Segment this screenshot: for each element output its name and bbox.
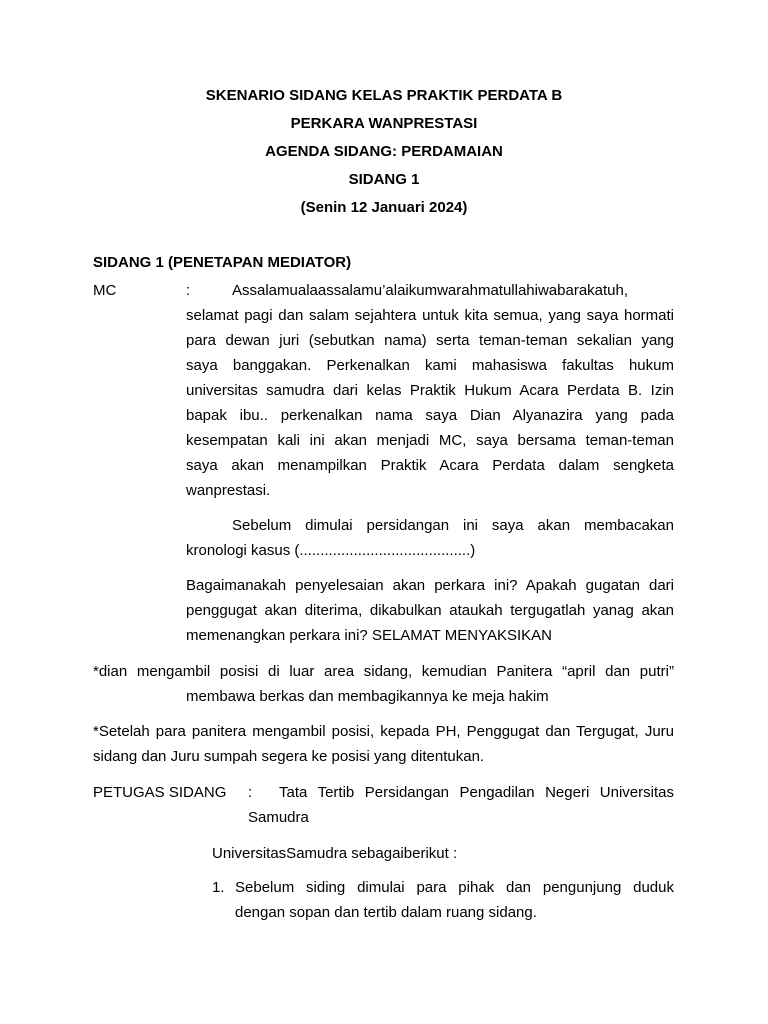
mc-speaker-label: MC bbox=[93, 282, 117, 299]
mc-p1-line: selamat pagi dan salam sejahtera untuk kita semua, yang saya hormati bbox=[186, 307, 674, 324]
title-line-2: PERKARA WANPRESTASI bbox=[290, 115, 478, 132]
mc-p3-line: penggugat akan diterima, dikabulkan ataukah tergugatlah yanag akan bbox=[186, 602, 674, 619]
mc-p3-line: memenangkan perkara ini? SELAMAT MENYAKSIKAN bbox=[186, 627, 552, 644]
title-line-3: AGENDA SIDANG: PERDAMAIAN bbox=[265, 143, 503, 160]
title-date: (Senin 12 Januari 2024) bbox=[300, 199, 468, 216]
petugas-colon: : bbox=[248, 784, 253, 801]
mc-p1-line: saya akan menampilkan Praktik Acara Perdata dalam sengketa bbox=[186, 457, 674, 474]
mc-p1-line: saya banggakan. Perkenalkan kami mahasiswa fakultas hukum bbox=[186, 357, 674, 374]
list-item-line: dengan sopan dan tertib dalam ruang sidang. bbox=[235, 904, 537, 921]
mc-p1-line: bapak ibu.. perkenalkan nama saya Dian Alyanazira yang pada bbox=[186, 407, 674, 424]
petugas-line: Tata Tertib Persidangan Pengadilan Negeri Universitas bbox=[279, 784, 674, 801]
stage-note-line: *Setelah para panitera mengambil posisi, kepada PH, Penggugat dan Tergugat, Juru bbox=[93, 723, 674, 740]
stage-note-line: *dian mengambil posisi di luar area sidang, kemudian Panitera “april dan putri” bbox=[93, 663, 674, 680]
stage-note-line: sidang dan Juru sumpah segera ke posisi yang ditentukan. bbox=[93, 748, 485, 765]
title-line-4: SIDANG 1 bbox=[348, 171, 420, 188]
mc-p1-line: para dewan juri (sebutkan nama) serta teman-teman sekalian yang bbox=[186, 332, 674, 349]
list-item-number: 1. bbox=[212, 879, 225, 896]
mc-p1-line: universitas samudra dari kelas Praktik Hukum Acara Perdata B. Izin bbox=[186, 382, 674, 399]
mc-p1-line: kesempatan kali ini akan menjadi MC, saya bersama teman-teman bbox=[186, 432, 674, 449]
stage-note-line: membawa berkas dan membagikannya ke meja hakim bbox=[186, 688, 549, 705]
petugas-intro: UniversitasSamudra sebagaiberikut : bbox=[212, 845, 458, 862]
mc-p2-line: kronologi kasus (.........................................) bbox=[186, 542, 476, 559]
mc-p1-line: Assalamualaassalamu’alaikumwarahmatullahiwabarakatuh, bbox=[232, 282, 629, 299]
title-line-1: SKENARIO SIDANG KELAS PRAKTIK PERDATA B bbox=[205, 87, 563, 104]
list-item-line: Sebelum siding dimulai para pihak dan pengunjung duduk bbox=[235, 879, 674, 896]
mc-p1-line: wanprestasi. bbox=[186, 482, 271, 499]
section-heading: SIDANG 1 (PENETAPAN MEDIATOR) bbox=[93, 254, 352, 271]
mc-p2-line: Sebelum dimulai persidangan ini saya akan membacakan bbox=[232, 517, 674, 534]
petugas-speaker-label: PETUGAS SIDANG bbox=[93, 784, 227, 801]
petugas-line: Samudra bbox=[248, 809, 309, 826]
mc-p3-line: Bagaimanakah penyelesaian akan perkara ini? Apakah gugatan dari bbox=[186, 577, 674, 594]
mc-colon: : bbox=[186, 282, 191, 299]
